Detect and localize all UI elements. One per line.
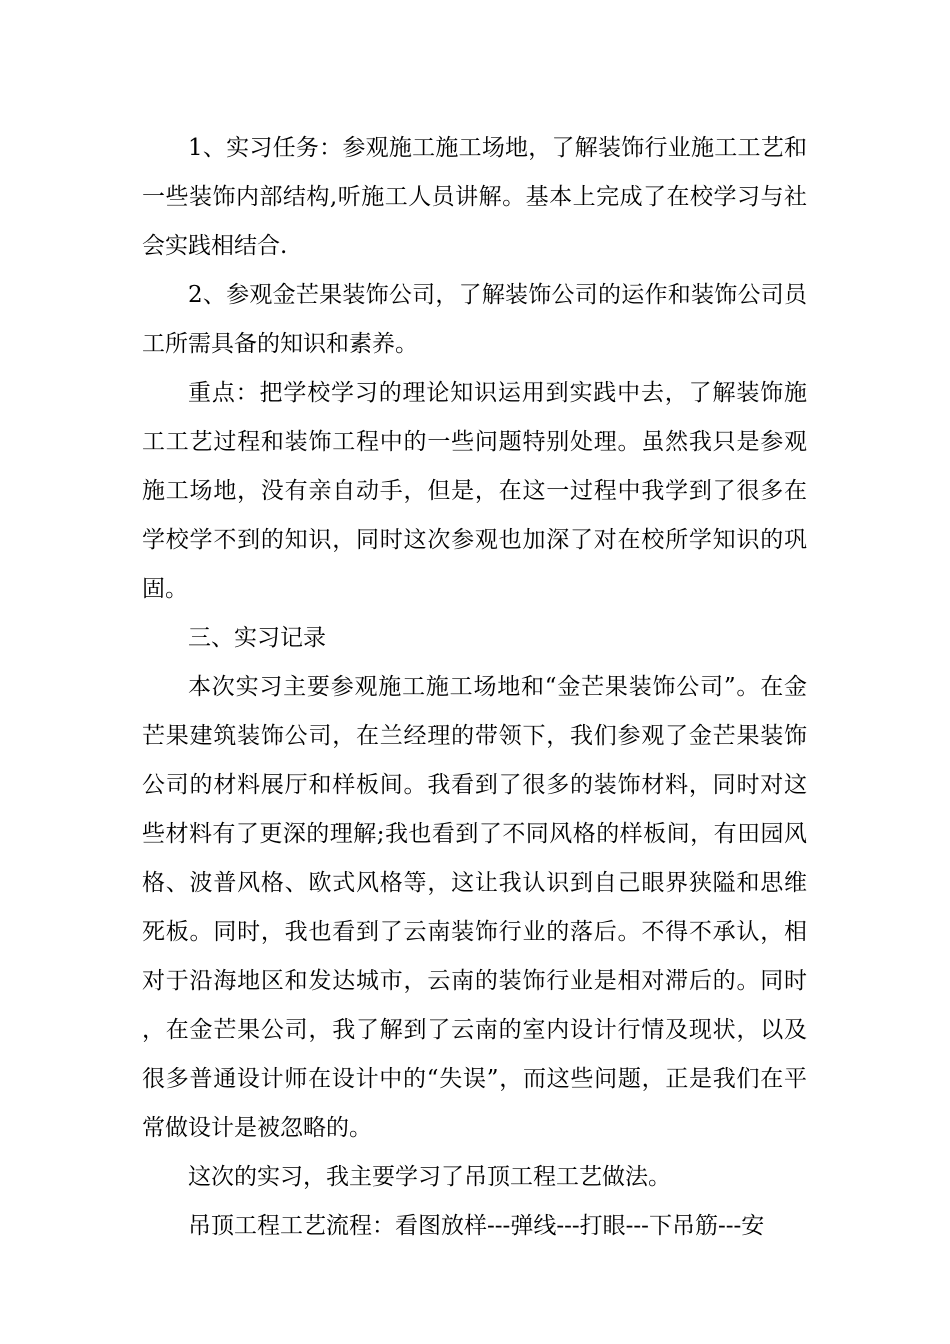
section-heading-record: 三、实习记录 bbox=[188, 625, 326, 651]
paragraph-ceiling-study: 这次的实习，我主要学习了吊顶工程工艺做法。 bbox=[188, 1164, 671, 1190]
paragraph-company-visit: 2、参观金芒果装饰公司，了解装饰公司的运作和装饰公司员工所需具备的知识和素养。 bbox=[142, 282, 807, 357]
paragraph-key-points: 重点：把学校学习的理论知识运用到实践中去，了解装饰施工工艺过程和装饰工程中的一些问题特别处理。虽然我只是参观施工场地，没有亲自动手，但是，在这一过程中我学到了很多在学校学不到的知识，同时这次参观也加深了对在校所学知识的巩固。 bbox=[142, 380, 807, 602]
document-body bbox=[142, 124, 807, 1251]
paragraph-record: 本次实习主要参观施工施工场地和“金芒果装饰公司”。在金芒果建筑装饰公司，在兰经理的带领下，我们参观了金芒果装饰公司的材料展厅和样板间。我看到了很多的装饰材料，同时对这些材料有了更深的理解;我也看到了不同风格的样板间，有田园风格、波普风格、欧式风格等，这让我认识到自己眼界狭隘和思维死板。同时，我也看到了云南装饰行业的落后。不得不承认，相对于沿海地区和发达城市，云南的装饰行业是相对滞后的。同时，在金芒果公司，我了解到了云南的室内设计行情及现状，以及很多普通设计师在设计中的“失误”，而这些问题，正是我们在平常做设计是被忽略的。 bbox=[142, 674, 807, 1141]
paragraph-ceiling-process: 吊顶工程工艺流程：看图放样---弹线---打眼---下吊筋---安 bbox=[188, 1213, 765, 1239]
paragraph-task: 1、实习任务：参观施工施工场地，了解装饰行业施工工艺和一些装饰内部结构,听施工人员讲解。基本上完成了在校学习与社会实践相结合. bbox=[142, 135, 807, 259]
